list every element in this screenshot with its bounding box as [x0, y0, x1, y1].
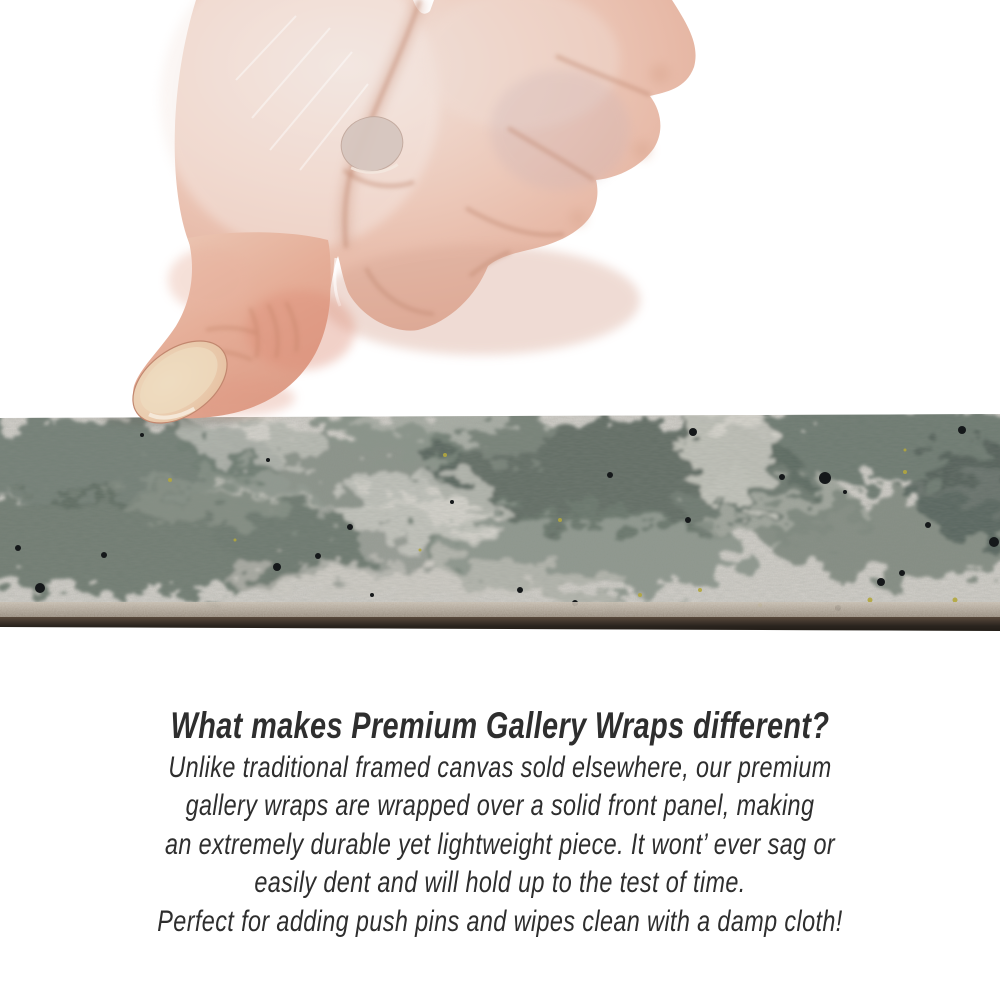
canvas-bottom-edge	[0, 617, 1000, 635]
hand-photo	[0, 0, 1000, 442]
hand-illustration	[0, 0, 1000, 442]
headline: What makes Premium Gallery Wraps different?	[170, 705, 830, 746]
body-line: an extremely durable yet lightweight piece. It wont’ ever sag or	[164, 827, 836, 861]
body-line: easily dent and will hold up to the test of time.	[254, 866, 746, 900]
body-line: gallery wraps are wrapped over a solid front panel, making	[185, 789, 815, 823]
canvas-edge-illustration	[0, 410, 1000, 635]
canvas-edge-photo	[0, 410, 1000, 635]
body-line: Perfect for adding push pins and wipes clean with a damp cloth!	[157, 904, 843, 938]
copy-block	[0, 705, 1000, 941]
body-line: Unlike traditional framed canvas sold elsewhere, our premium	[168, 751, 832, 784]
